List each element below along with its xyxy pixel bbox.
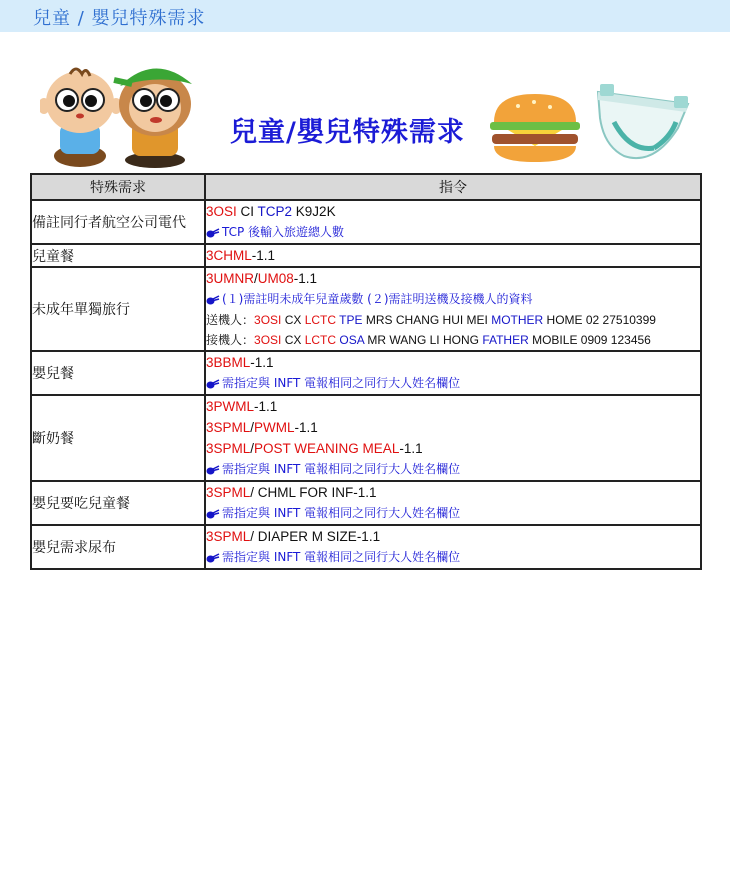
note-text: 需指定與 INFT 電報相同之同行大人姓名欄位 bbox=[222, 376, 461, 390]
command-token: -1.1 bbox=[293, 271, 318, 286]
command-token: CHML FOR INF-1.1 bbox=[254, 485, 377, 500]
command-token: 3CHML bbox=[206, 248, 252, 263]
command-line bbox=[206, 330, 700, 350]
command-token: 3SPML bbox=[206, 441, 251, 456]
command-token: CX bbox=[281, 333, 305, 347]
command-token: 3OSI bbox=[254, 313, 282, 327]
command-token: -1.1 bbox=[399, 441, 423, 456]
command-token: LCTC bbox=[304, 333, 337, 347]
command-token: OSA bbox=[336, 333, 365, 347]
burger-icon bbox=[488, 92, 582, 164]
command-token: CX bbox=[281, 313, 305, 327]
command-token: LCTC bbox=[304, 313, 337, 327]
command-cell bbox=[205, 351, 701, 395]
table-row bbox=[31, 351, 701, 395]
diaper-icon bbox=[594, 82, 692, 166]
command-token: TCP2 bbox=[257, 204, 293, 219]
special-request-table bbox=[30, 173, 702, 570]
command-token: / bbox=[254, 271, 258, 286]
command-token: / bbox=[250, 529, 255, 544]
hero-banner bbox=[0, 32, 730, 172]
command-line bbox=[206, 245, 700, 266]
command-token: -1.1 bbox=[294, 420, 318, 435]
command-note bbox=[206, 547, 700, 568]
command-token: K9J2K bbox=[292, 204, 336, 219]
command-cell bbox=[205, 481, 701, 525]
note-pointer-icon bbox=[206, 379, 220, 389]
request-label: 兒童餐 bbox=[31, 244, 205, 267]
request-label: 嬰兒要吃兒童餐 bbox=[31, 481, 205, 525]
command-line bbox=[206, 526, 700, 547]
command-token: UM08 bbox=[257, 271, 294, 286]
table-row bbox=[31, 481, 701, 525]
command-token: 3UMNR bbox=[206, 271, 255, 286]
command-cell bbox=[205, 525, 701, 569]
baby-icon bbox=[40, 62, 120, 167]
command-note bbox=[206, 289, 700, 310]
note-pointer-icon bbox=[206, 465, 220, 475]
command-token: MR WANG LI HONG bbox=[364, 333, 483, 347]
request-label: 嬰兒需求尿布 bbox=[31, 525, 205, 569]
note-text: TCP 後輸入旅遊總人數 bbox=[222, 225, 345, 239]
request-label: 備註同行者航空公司電代 bbox=[31, 200, 205, 244]
command-cell bbox=[205, 267, 701, 351]
command-cell bbox=[205, 200, 701, 244]
command-token: 送機人： bbox=[206, 313, 255, 327]
command-token: 3BBML bbox=[206, 355, 251, 370]
child-icon bbox=[112, 60, 198, 168]
note-pointer-icon bbox=[206, 228, 220, 238]
command-token: PWML bbox=[254, 420, 295, 435]
note-text: 需指定與 INFT 電報相同之同行大人姓名欄位 bbox=[222, 550, 461, 564]
command-token: TPE bbox=[336, 313, 363, 327]
command-token: 3PWML bbox=[206, 399, 255, 414]
command-token: MOTHER bbox=[491, 313, 544, 327]
header-title: 兒童 / 嬰兒特殊需求 bbox=[33, 8, 206, 29]
command-line bbox=[206, 268, 700, 289]
request-label: 嬰兒餐 bbox=[31, 351, 205, 395]
command-token: 3SPML bbox=[206, 529, 251, 544]
note-pointer-icon bbox=[206, 509, 220, 519]
command-note bbox=[206, 373, 700, 394]
command-note bbox=[206, 459, 700, 480]
table-row bbox=[31, 525, 701, 569]
note-text: 需指定與 INFT 電報相同之同行大人姓名欄位 bbox=[222, 506, 461, 520]
command-token: CI bbox=[236, 204, 258, 219]
hero-title: 兒童/嬰兒特殊需求 bbox=[230, 117, 465, 148]
note-pointer-icon bbox=[206, 295, 220, 305]
command-token: / bbox=[250, 420, 255, 435]
command-token: -1.1 bbox=[251, 248, 276, 263]
note-text: 需指定與 INFT 電報相同之同行大人姓名欄位 bbox=[222, 462, 461, 476]
note-pointer-icon bbox=[206, 553, 220, 563]
command-token: / bbox=[250, 441, 255, 456]
command-token: / bbox=[250, 485, 255, 500]
command-token: MOBILE 0909 123456 bbox=[528, 333, 651, 347]
command-line bbox=[206, 438, 700, 459]
command-token: 3SPML bbox=[206, 420, 251, 435]
command-note bbox=[206, 222, 700, 243]
command-token: POST WEANING MEAL bbox=[254, 441, 400, 456]
command-token: DIAPER M SIZE-1.1 bbox=[254, 529, 381, 544]
table-row bbox=[31, 200, 701, 244]
command-line bbox=[206, 396, 700, 417]
table-row bbox=[31, 244, 701, 267]
table-row bbox=[31, 267, 701, 351]
command-token: 接機人： bbox=[206, 333, 255, 347]
command-line bbox=[206, 310, 700, 330]
col-request-header: 特殊需求 bbox=[31, 174, 205, 200]
command-token: -1.1 bbox=[250, 355, 274, 370]
command-line bbox=[206, 482, 700, 503]
command-cell bbox=[205, 244, 701, 267]
command-token: 3SPML bbox=[206, 485, 251, 500]
command-note bbox=[206, 503, 700, 524]
request-label: 斷奶餐 bbox=[31, 395, 205, 481]
command-token: FATHER bbox=[482, 333, 529, 347]
col-command-header: 指令 bbox=[205, 174, 701, 200]
command-token: HOME 02 27510399 bbox=[543, 313, 656, 327]
command-token: MRS CHANG HUI MEI bbox=[362, 313, 492, 327]
command-token: -1.1 bbox=[254, 399, 278, 414]
command-line bbox=[206, 201, 700, 222]
command-token: 3OSI bbox=[206, 204, 237, 219]
command-line bbox=[206, 417, 700, 438]
command-cell bbox=[205, 395, 701, 481]
request-label: 未成年單獨旅行 bbox=[31, 267, 205, 351]
table-header-row bbox=[31, 174, 701, 200]
header-bar bbox=[0, 0, 730, 32]
note-text: (１)需註明未成年兒童歲數 (２)需註明送機及接機人的資料 bbox=[222, 292, 533, 306]
command-line bbox=[206, 352, 700, 373]
command-token: 3OSI bbox=[254, 333, 282, 347]
table-row bbox=[31, 395, 701, 481]
